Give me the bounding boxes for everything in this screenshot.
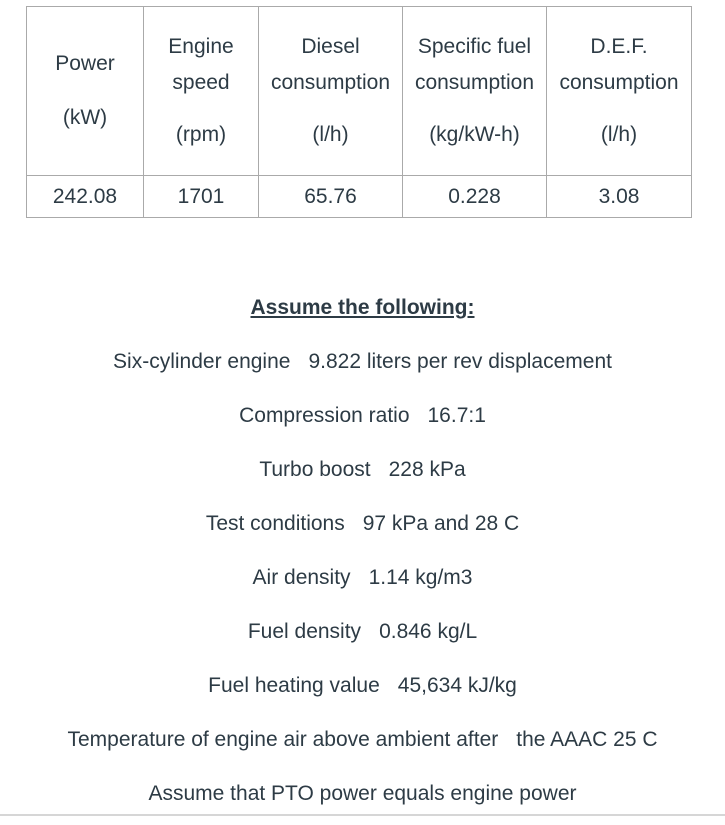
assumption-air-temperature xyxy=(0,717,725,771)
assumption-value: 0.846 kg/L xyxy=(379,620,478,643)
assumption-compression xyxy=(0,393,725,447)
value-engine-speed: 1701 xyxy=(144,176,259,218)
assumption-label: Compression ratio xyxy=(239,404,410,427)
header-diesel-unit: (l/h) xyxy=(312,123,349,146)
assumptions-heading: Assume the following: xyxy=(250,296,475,319)
assumption-label: Test conditions xyxy=(205,512,345,535)
header-power-label: Power xyxy=(55,52,115,75)
assumption-label: Fuel density xyxy=(247,620,362,643)
engine-test-table xyxy=(26,6,692,218)
assumption-value: the AAAC 25 C xyxy=(516,728,658,751)
assumption-value: 45,634 kJ/kg xyxy=(397,674,517,697)
header-diesel-line2: consumption xyxy=(270,71,391,94)
assumption-label: Fuel heating value xyxy=(208,674,380,697)
value-def-consumption: 3.08 xyxy=(547,176,692,218)
assumption-engine xyxy=(0,339,725,393)
assumption-label: Assume that PTO power equals engine power xyxy=(148,782,577,805)
header-engine-speed xyxy=(144,7,259,176)
value-diesel-consumption: 65.76 xyxy=(259,176,403,218)
assumption-value: 16.7:1 xyxy=(427,404,486,427)
header-specific-fuel-line2: consumption xyxy=(414,71,535,94)
header-specific-fuel xyxy=(403,7,547,176)
header-def-line1: D.E.F. xyxy=(590,35,648,58)
assumption-value: 97 kPa and 28 C xyxy=(362,512,520,535)
header-def-consumption xyxy=(547,7,692,176)
assumption-test-conditions xyxy=(0,501,725,555)
assumption-air-density xyxy=(0,555,725,609)
header-specific-fuel-unit: (kg/kW-h) xyxy=(429,123,520,146)
assumption-heating-value xyxy=(0,663,725,717)
header-power xyxy=(27,7,144,176)
assumption-label: Temperature of engine air above ambient after xyxy=(67,728,499,751)
header-engine-speed-line2: speed xyxy=(172,71,230,94)
assumption-fuel-density xyxy=(0,609,725,663)
value-power: 242.08 xyxy=(27,176,144,218)
assumption-value: 228 kPa xyxy=(388,458,466,481)
assumption-label: Air density xyxy=(252,566,351,589)
assumption-label: Six-cylinder engine xyxy=(113,350,291,373)
assumption-pto-power xyxy=(0,771,725,825)
assumption-turbo xyxy=(0,447,725,501)
header-def-unit: (l/h) xyxy=(600,123,638,146)
assumption-value: 1.14 kg/m3 xyxy=(368,566,473,589)
header-diesel-consumption xyxy=(259,7,403,176)
header-diesel-line1: Diesel xyxy=(301,35,360,58)
assumptions-section xyxy=(0,285,725,825)
header-power-unit: (kW) xyxy=(62,106,108,129)
header-def-line2: consumption xyxy=(559,71,679,94)
table-row xyxy=(27,176,692,218)
assumption-value: 9.822 liters per rev displacement xyxy=(308,350,612,373)
header-engine-speed-line1: Engine xyxy=(168,35,234,58)
header-specific-fuel-line1: Specific fuel xyxy=(417,35,532,58)
assumption-label: Turbo boost xyxy=(259,458,371,481)
value-specific-fuel: 0.228 xyxy=(403,176,547,218)
table-header-row xyxy=(27,7,692,176)
header-engine-speed-unit: (rpm) xyxy=(175,123,227,146)
